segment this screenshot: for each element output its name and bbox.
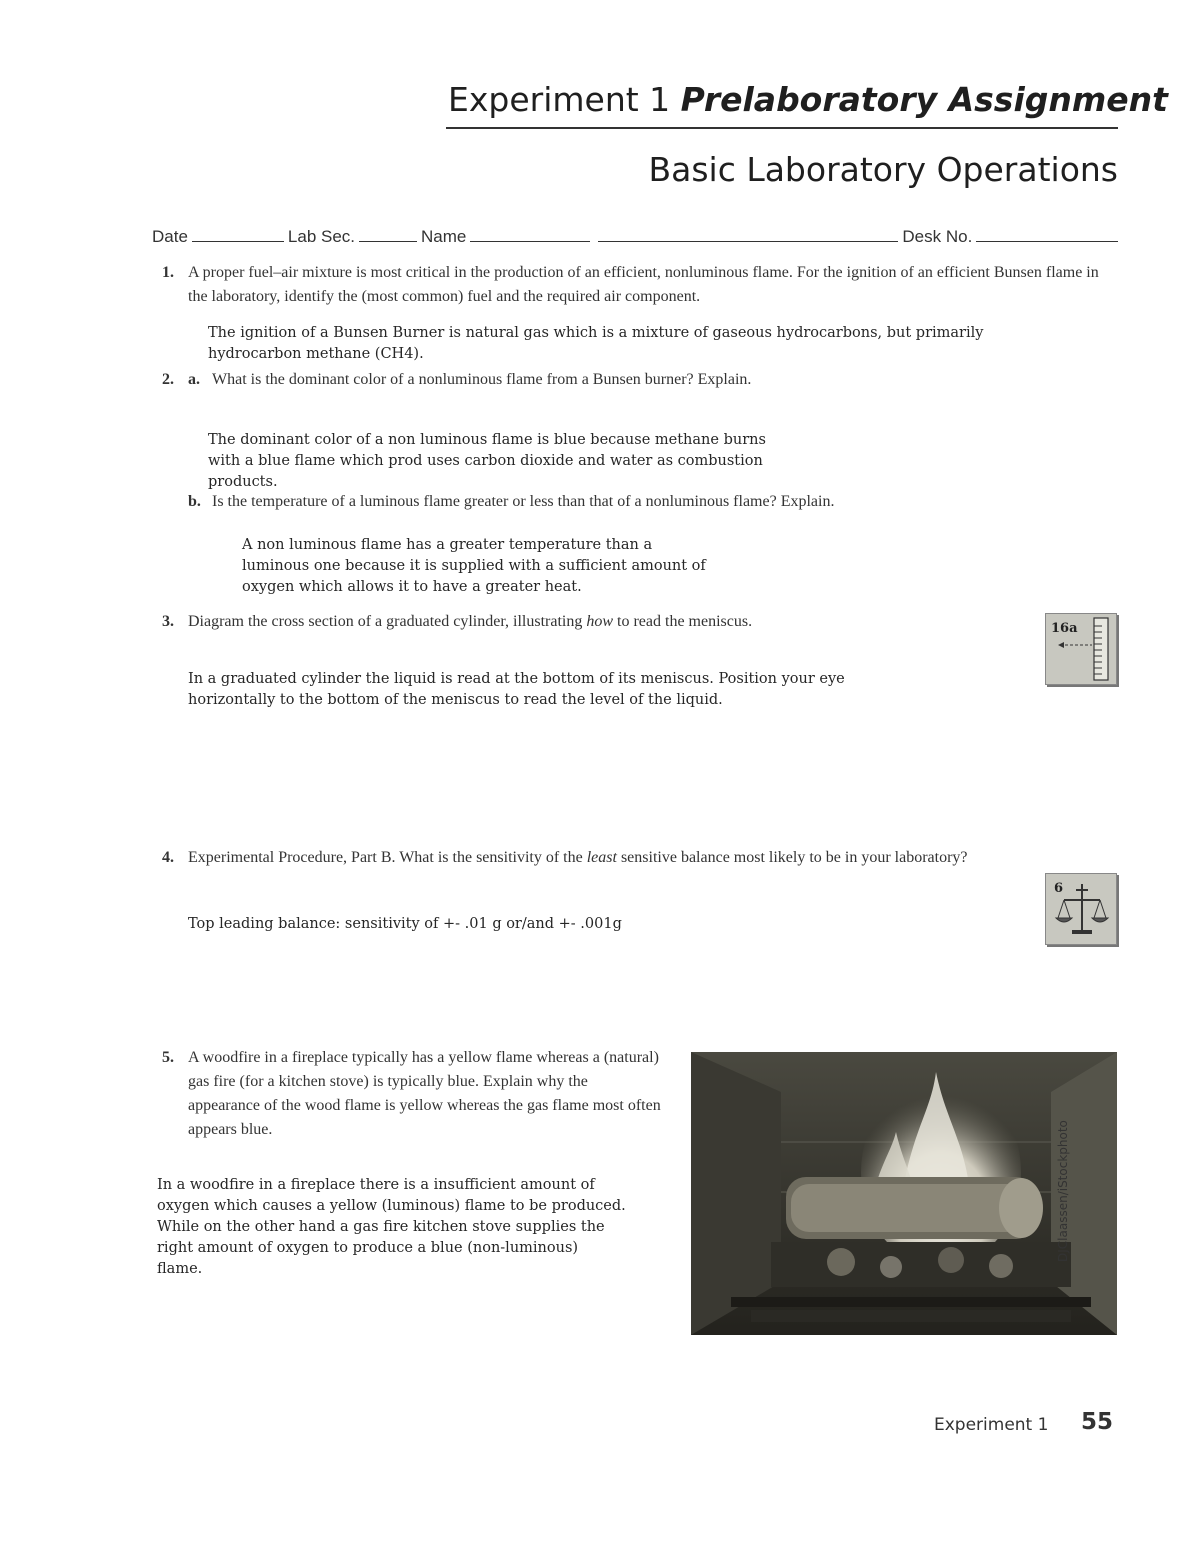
date-label: Date bbox=[152, 227, 188, 246]
photo-credit: DJClaassen/iStockphoto bbox=[1056, 1120, 1070, 1262]
page-number: 55 bbox=[1081, 1409, 1114, 1435]
question-text: Diagram the cross section of a graduated cylinder, illustrating bbox=[188, 613, 587, 630]
header-rule bbox=[446, 127, 1118, 129]
page-subtitle: Basic Laboratory Operations bbox=[648, 150, 1118, 189]
name-field-last[interactable] bbox=[598, 225, 898, 242]
experiment-label: Experiment 1 bbox=[448, 80, 671, 119]
lab-sec-field[interactable] bbox=[359, 225, 417, 242]
balance-icon bbox=[1045, 873, 1117, 945]
question-text: Is the temperature of a luminous flame greater or less than that of a nonluminous flame? Explain. bbox=[212, 493, 835, 510]
desk-no-field[interactable] bbox=[976, 225, 1118, 242]
page-title bbox=[448, 80, 1168, 119]
question-part-label: b. bbox=[188, 493, 201, 510]
meniscus-icon bbox=[1045, 613, 1117, 685]
question-5 bbox=[162, 1046, 662, 1142]
question-1 bbox=[162, 261, 1112, 309]
date-field[interactable] bbox=[192, 225, 284, 242]
meniscus-icon-label: 16a bbox=[1051, 621, 1078, 636]
answer-5: In a woodfire in a fireplace there is a insufficient amount of oxygen which causes a yellow (luminous) flame to be produced. While on the other hand a gas fire kitchen stove supplies the right amount of oxygen to produce a blue (non-luminous) flame. bbox=[157, 1177, 626, 1277]
answer-4: Top leading balance: sensitivity of +- .01 g or/and +- .001g bbox=[188, 916, 622, 932]
question-text-end: to read the meniscus. bbox=[613, 613, 753, 630]
lab-sec-label: Lab Sec. bbox=[287, 227, 356, 246]
name-field-first[interactable] bbox=[470, 225, 590, 242]
question-emphasis: how bbox=[586, 613, 614, 630]
question-number: 3. bbox=[162, 613, 174, 630]
question-3 bbox=[162, 610, 1022, 634]
question-emphasis: least bbox=[586, 849, 617, 866]
question-number: 5. bbox=[162, 1049, 174, 1066]
question-text: Experimental Procedure, Part B. What is the sensitivity of the bbox=[188, 849, 587, 866]
name-label: Name bbox=[421, 227, 467, 246]
question-text-end: sensitive balance most likely to be in your laboratory? bbox=[616, 849, 968, 866]
question-text: What is the dominant color of a nonluminous flame from a Bunsen burner? Explain. bbox=[212, 371, 752, 388]
question-number: 1. bbox=[162, 264, 174, 281]
question-4 bbox=[162, 846, 1122, 870]
question-number: 4. bbox=[162, 849, 174, 866]
assignment-label: Prelaboratory Assignment bbox=[680, 80, 1168, 119]
question-part-label: a. bbox=[188, 371, 200, 388]
question-2a bbox=[162, 368, 1112, 392]
question-number: 2. bbox=[162, 371, 174, 388]
student-info-line bbox=[152, 225, 1118, 247]
answer-2b: A non luminous flame has a greater temperature than a luminous one because it is supplied with a sufficient amount of oxygen which allows it to have a greater heat. bbox=[242, 537, 706, 595]
answer-2a: The dominant color of a non luminous flame is blue because methane burns with a blue flame which prod uses carbon dioxide and water as combustion products. bbox=[208, 432, 766, 490]
answer-3: In a graduated cylinder the liquid is read at the bottom of its meniscus. Position your eye horizontally to the bottom of the meniscus to read the level of the liquid. bbox=[188, 671, 845, 708]
question-text: A woodfire in a fireplace typically has a yellow flame whereas a (natural) gas fire (for a kitchen stove) is typically blue. Explain why the appearance of the wood flame is yellow whereas the gas flame most often appears blue. bbox=[188, 1049, 661, 1138]
balance-icon-label: 6 bbox=[1054, 881, 1064, 896]
fireplace-photo bbox=[691, 1052, 1117, 1335]
footer-experiment-label: Experiment 1 bbox=[934, 1415, 1049, 1435]
question-text: A proper fuel–air mixture is most critical in the production of an efficient, nonluminous flame. For the ignition of an efficient Bunsen flame in the laboratory, identify the (most common) fuel and the required air component. bbox=[188, 264, 1099, 305]
answer-1: The ignition of a Bunsen Burner is natural gas which is a mixture of gaseous hydrocarbons, but primarily hydrocarbon methane (CH4). bbox=[208, 325, 984, 362]
question-2b bbox=[188, 490, 1108, 514]
desk-no-label: Desk No. bbox=[902, 227, 973, 246]
